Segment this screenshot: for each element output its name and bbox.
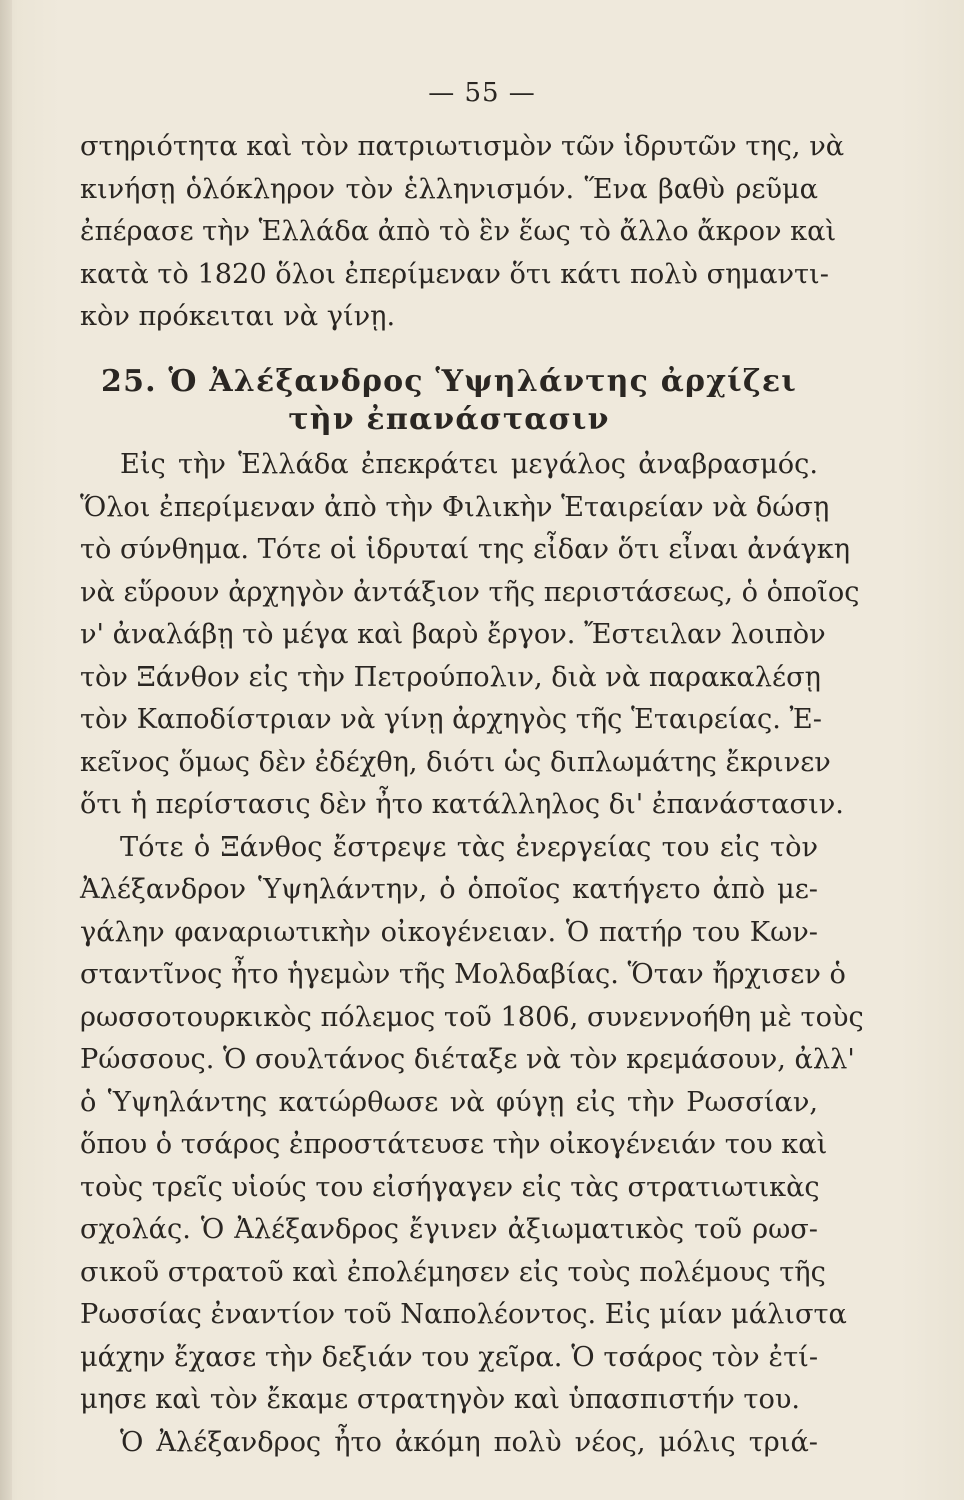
text-line: ἐπέρασε τὴν Ἑλλάδα ἀπὸ τὸ ἓν ἕως τὸ ἄλλο ἄκρον καὶ [80,216,837,247]
page-number: — 55 — [428,78,536,108]
paragraph-1 [80,444,860,827]
text-line: ὁ Ὑψηλάντης κατώρθωσε νὰ φύγῃ εἰς τὴν Ρωσσίαν, [80,1086,818,1118]
text-line: γάλην φαναριωτικὴν οἰκογένειαν. Ὁ πατήρ του Κων- [80,916,818,948]
text-line: σχολάς. Ὁ Ἀλέξανδρος ἔγινεν ἀξιωματικὸς τοῦ ρωσ- [80,1214,818,1245]
section-heading-line-1: 25. Ὁ Ἀλέξανδρος Ὑψηλάντης ἀρχίζει [101,364,797,399]
text-line: Ὁ Ἀλέξανδρος ἦτο ἀκόμη πολὺ νέος, μόλις τριά- [120,1426,818,1458]
page-binding-edge [0,0,12,1500]
text-line: ὅτι ἡ περίστασις δὲν ἦτο κατάλληλος δι' ἐπανάστασιν. [80,789,844,820]
text-line: Ρωσσίας ἐναντίον τοῦ Ναπολέοντος. Εἰς μίαν μάλιστα [80,1299,847,1330]
text-line: Εἰς τὴν Ἑλλάδα ἐπεκράτει μεγάλος ἀναβρασμός. [120,449,818,480]
text-line: μησε καὶ τὸν ἔκαμε στρατηγὸν καὶ ὑπασπιστήν του. [80,1384,801,1415]
section-heading-line-2: τὴν ἐπανάστασιν [288,402,610,437]
paragraph-3 [80,1422,818,1465]
text-line: τὸν Καποδίστριαν νὰ γίνῃ ἀρχηγὸς τῆς Ἑταιρείας. Ἐ- [80,704,822,735]
text-line: ὅπου ὁ τσάρος ἐπροστάτευσε τὴν οἰκογένειάν του καὶ [80,1129,828,1160]
text-line: ν' ἀναλάβῃ τὸ μέγα καὶ βαρὺ ἔργον. Ἔστειλαν λοιπὸν [80,619,826,650]
text-line: κεῖνος ὅμως δὲν ἐδέχθη, διότι ὡς διπλωμάτης ἔκρινεν [80,746,831,778]
text-line: Τότε ὁ Ξάνθος ἔστρεψε τὰς ἐνεργείας του εἰς τὸν [120,831,818,863]
text-line: Ρώσσους. Ὁ σουλτάνος διέταξε νὰ τὸν κρεμάσουν, ἀλλ' [80,1044,855,1075]
text-line: σταντῖνος ἦτο ἡγεμὼν τῆς Μολδαβίας. Ὅταν ἤρχισεν ὁ [80,959,846,990]
text-line: σικοῦ στρατοῦ καὶ ἐπολέμησεν εἰς τοὺς πολέμους τῆς [80,1256,826,1288]
text-line: Ὅλοι ἐπερίμεναν ἀπὸ τὴν Φιλικὴν Ἑταιρείαν νὰ δώσῃ [80,491,830,523]
text-line: κὸν πρόκειται νὰ γίνῃ. [80,301,396,332]
paragraph-2 [80,827,864,1422]
text-line: τοὺς τρεῖς υἱούς του εἰσήγαγεν εἰς τὰς στρατιωτικὰς [80,1171,820,1203]
text-line: ρωσσοτουρκικὸς πόλεμος τοῦ 1806, συνεννοήθη μὲ τοὺς [80,1001,864,1033]
text-line: νὰ εὕρουν ἀρχηγὸν ἀντάξιον τῆς περιστάσεως, ὁ ὁποῖος [80,576,860,608]
text-line: τὸν Ξάνθον εἰς τὴν Πετρούπολιν, διὰ νὰ παρακαλέσῃ [80,661,821,693]
text-line: κατὰ τὸ 1820 ὅλοι ἐπερίμεναν ὅτι κάτι πολὺ σημαντι- [80,258,829,290]
paragraph-top [80,126,845,339]
text-line: κινήσῃ ὁλόκληρον τὸν ἑλληνισμόν. Ἕνα βαθὺ ρεῦμα [80,173,818,205]
text-line: στηριότητα καὶ τὸν πατριωτισμὸν τῶν ἱδρυτῶν της, νὰ [80,131,845,162]
section-body [80,444,864,1464]
text-line: τὸ σύνθημα. Τότε οἱ ἱδρυταί της εἶδαν ὅτι εἶναι ἀνάγκη [80,534,851,565]
text-line: Ἀλέξανδρον Ὑψηλάντην, ὁ ὁποῖος κατήγετο ἀπὸ με- [80,874,818,905]
text-line: μάχην ἔχασε τὴν δεξιάν του χεῖρα. Ὁ τσάρος τὸν ἐτί- [80,1341,818,1373]
